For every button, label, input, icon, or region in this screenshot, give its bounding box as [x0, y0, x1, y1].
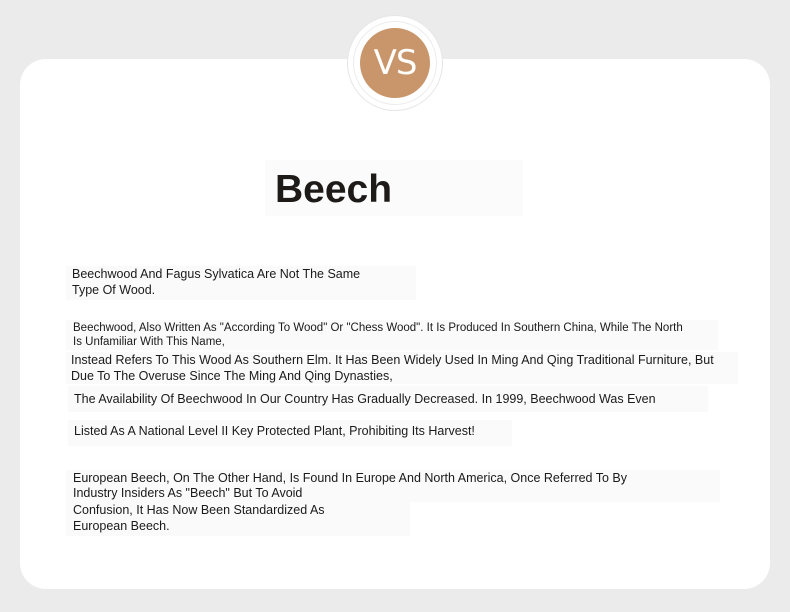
para1-line-2: Is Unfamiliar With This Name,: [73, 336, 225, 348]
vs-badge: VS: [360, 28, 430, 98]
intro-line-2: Type Of Wood.: [72, 283, 156, 297]
para1-line-6: Listed As A National Level II Key Protected Plant, Prohibiting Its Harvest!: [74, 424, 475, 438]
para2-line-3: Confusion, It Has Now Been Standardized As: [73, 503, 325, 517]
para1-line-1: Beechwood, Also Written As "According To Wood" Or "Chess Wood". It Is Produced In Southern China, While The North: [73, 322, 683, 334]
para1-line-3: Instead Refers To This Wood As Southern Elm. It Has Been Widely Used In Ming And Qing Traditional Furniture, But: [71, 353, 714, 367]
para2-line-2: Industry Insiders As "Beech" But To Avoid: [73, 486, 303, 500]
para1-line-5: The Availability Of Beechwood In Our Country Has Gradually Decreased. In 1999, Beechwood Was Even: [74, 392, 656, 406]
intro-line-1: Beechwood And Fagus Sylvatica Are Not The Same: [72, 267, 361, 281]
para2-line-4: European Beech.: [73, 519, 170, 533]
page-title: Beech: [275, 168, 393, 211]
para2-line-1: European Beech, On The Other Hand, Is Found In Europe And North America, Once Referred To By: [73, 471, 628, 485]
para1-line-4: Due To The Overuse Since The Ming And Qing Dynasties,: [71, 369, 393, 383]
